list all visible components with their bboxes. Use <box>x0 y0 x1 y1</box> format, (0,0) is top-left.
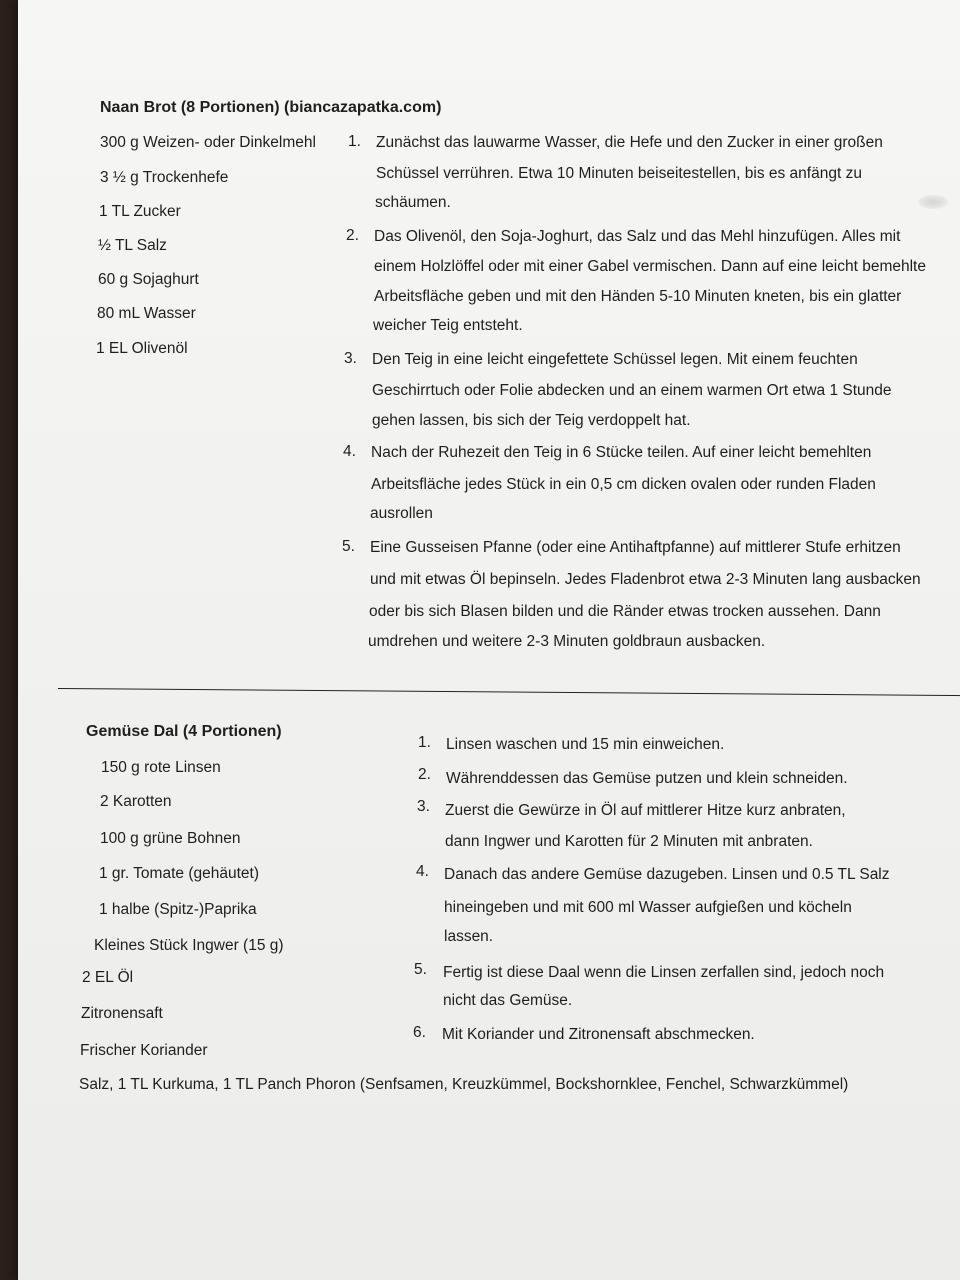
section-divider <box>58 688 960 696</box>
naan-step-text: ausrollen <box>370 505 433 522</box>
dal-step-text: Währenddessen das Gemüse putzen und klein schneiden. <box>446 770 848 787</box>
naan-ingredient: 80 mL Wasser <box>97 305 196 322</box>
dal-ingredient: 1 halbe (Spitz-)Paprika <box>99 901 257 918</box>
dal-spices: Salz, 1 TL Kurkuma, 1 TL Panch Phoron (Senfsamen, Kreuzkümmel, Bockshornklee, Fenchel, Schwarzkümmel) <box>79 1076 849 1093</box>
dal-ingredient: Frischer Koriander <box>80 1042 208 1059</box>
naan-step-text: Das Olivenöl, den Soja-Joghurt, das Salz und das Mehl hinzufügen. Alles mit <box>374 228 901 245</box>
naan-ingredient: 60 g Sojaghurt <box>98 271 199 288</box>
dal-ingredient: 1 gr. Tomate (gehäutet) <box>99 865 259 882</box>
naan-step-number: 2. <box>346 227 359 244</box>
naan-step-text: Schüssel verrühren. Etwa 10 Minuten beiseitestellen, bis es anfängt zu <box>376 165 862 182</box>
dal-step-text: hineingeben und mit 600 ml Wasser aufgießen und köcheln <box>444 899 852 916</box>
naan-step-text: Zunächst das lauwarme Wasser, die Hefe und den Zucker in einer großen <box>376 134 883 151</box>
recipe-sheet <box>18 0 960 1280</box>
naan-step-text: schäumen. <box>375 194 451 211</box>
naan-step-text: Arbeitsfläche geben und mit den Händen 5-10 Minuten kneten, bis ein glatter <box>374 288 902 305</box>
dal-ingredient: Kleines Stück Ingwer (15 g) <box>94 937 284 954</box>
dal-step-text: Zuerst die Gewürze in Öl auf mittlerer Hitze kurz anbraten, <box>445 802 846 819</box>
dal-ingredient: 2 Karotten <box>100 793 172 810</box>
naan-step-text: Den Teig in eine leicht eingefettete Schüssel legen. Mit einem feuchten <box>372 351 858 368</box>
dal-step-number: 1. <box>418 734 431 751</box>
naan-step-text: weicher Teig entsteht. <box>373 317 523 334</box>
naan-ingredient: 3 ½ g Trockenhefe <box>100 169 229 186</box>
dal-step-text: Danach das andere Gemüse dazugeben. Linsen und 0.5 TL Salz <box>444 866 890 883</box>
naan-ingredient: ½ TL Salz <box>98 237 167 254</box>
naan-step-number: 3. <box>344 350 357 367</box>
naan-step-text: Geschirrtuch oder Folie abdecken und an einem warmen Ort etwa 1 Stunde <box>372 382 892 399</box>
dal-ingredient: 2 EL Öl <box>82 969 134 986</box>
naan-ingredient: 300 g Weizen- oder Dinkelmehl <box>100 134 316 151</box>
naan-step-text: gehen lassen, bis sich der Teig verdoppelt hat. <box>372 412 691 429</box>
naan-ingredient: 1 EL Olivenöl <box>96 340 188 357</box>
naan-step-text: Eine Gusseisen Pfanne (oder eine Antihaftpfanne) auf mittlerer Stufe erhitzen <box>370 539 901 556</box>
dal-title: Gemüse Dal (4 Portionen) <box>86 723 282 740</box>
naan-title: Naan Brot (8 Portionen) (biancazapatka.com) <box>100 99 442 116</box>
dal-step-text: Linsen waschen und 15 min einweichen. <box>446 736 725 753</box>
dal-step-number: 6. <box>413 1024 426 1041</box>
paper-smudge <box>918 195 948 209</box>
naan-step-text: einem Holzlöffel oder mit einer Gabel vermischen. Dann auf eine leicht bemehlte <box>374 258 926 275</box>
dal-step-text: Fertig ist diese Daal wenn die Linsen zerfallen sind, jedoch noch <box>443 964 885 981</box>
dal-ingredient: 150 g rote Linsen <box>101 759 221 776</box>
naan-ingredient: 1 TL Zucker <box>99 203 181 220</box>
naan-step-number: 1. <box>348 133 361 150</box>
naan-step-text: und mit etwas Öl bepinseln. Jedes Fladenbrot etwa 2-3 Minuten lang ausbacken <box>370 571 921 588</box>
naan-step-number: 4. <box>343 443 356 460</box>
dal-step-number: 2. <box>418 766 431 783</box>
dal-step-text: lassen. <box>444 928 494 945</box>
dal-step-number: 4. <box>416 863 429 880</box>
dal-step-text: nicht das Gemüse. <box>443 992 573 1009</box>
naan-step-text: Arbeitsfläche jedes Stück in ein 0,5 cm dicken ovalen oder runden Fladen <box>371 476 876 493</box>
dal-step-text: Mit Koriander und Zitronensaft abschmecken. <box>442 1026 755 1043</box>
dal-ingredient: Zitronensaft <box>81 1005 163 1022</box>
dal-step-number: 3. <box>417 798 430 815</box>
naan-step-text: oder bis sich Blasen bilden und die Ränder etwas trocken aussehen. Dann <box>369 603 881 620</box>
naan-step-text: Nach der Ruhezeit den Teig in 6 Stücke teilen. Auf einer leicht bemehlten <box>371 444 872 461</box>
dal-step-number: 5. <box>414 961 427 978</box>
naan-step-text: umdrehen und weitere 2-3 Minuten goldbraun ausbacken. <box>368 633 766 650</box>
naan-step-number: 5. <box>342 538 355 555</box>
dal-step-text: dann Ingwer und Karotten für 2 Minuten mit anbraten. <box>445 833 813 850</box>
dal-ingredient: 100 g grüne Bohnen <box>100 830 241 847</box>
